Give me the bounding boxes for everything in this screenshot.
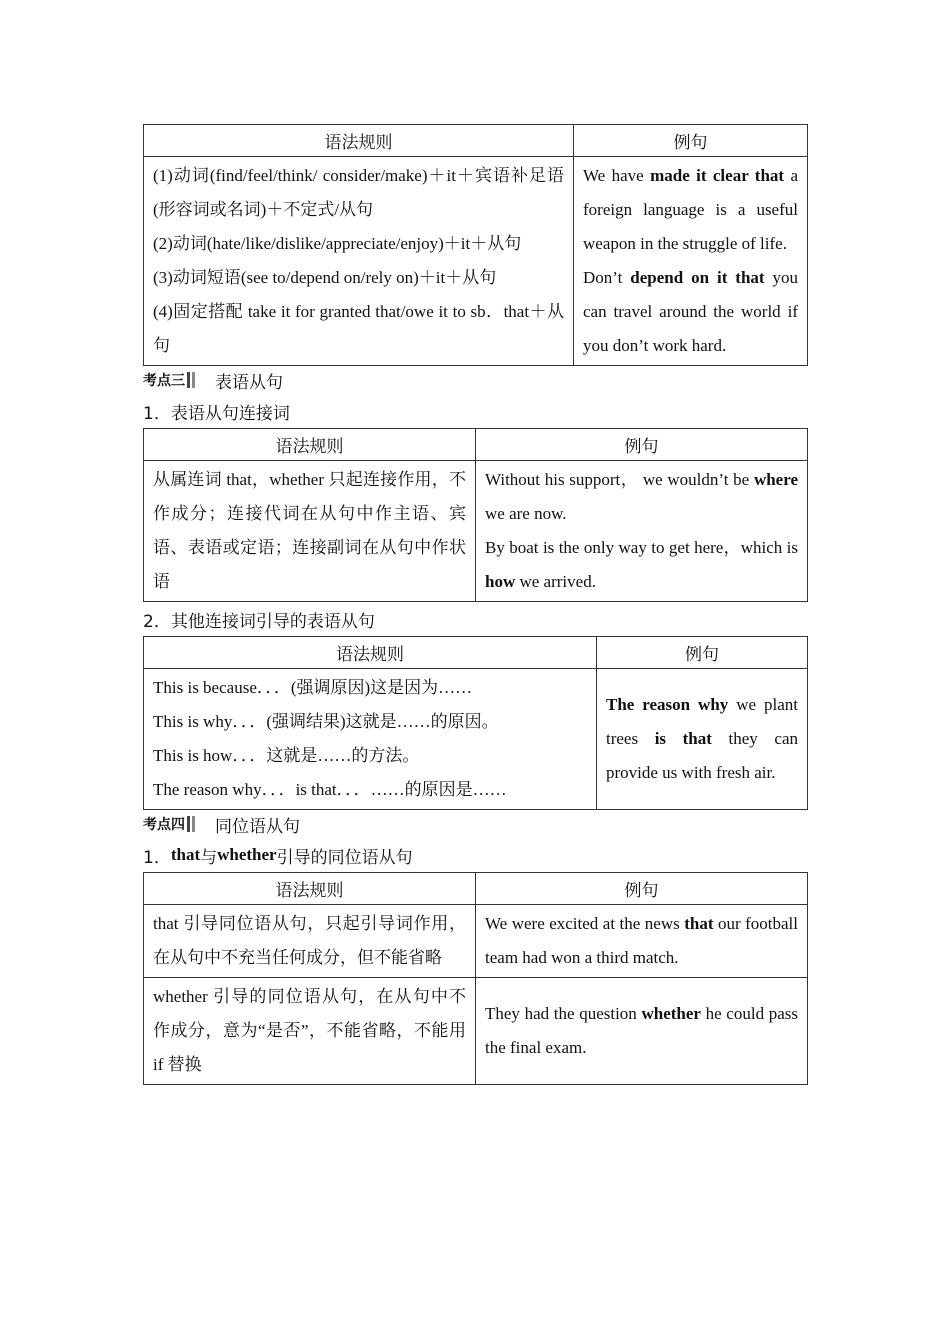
rule-line: (2)动词(hate/like/dislike/appreciate/enjoy)＋it＋从句: [153, 234, 522, 253]
rule-line: The reason why．．．is that．．．……的原因是……: [153, 780, 507, 799]
table-row: [144, 905, 808, 978]
rule-cell: [144, 669, 597, 810]
table-header-row: [144, 125, 808, 157]
tag-bars-icon: [187, 372, 195, 388]
rule-line: This is how．．．这就是……的方法。: [153, 746, 420, 765]
rule-cell: that 引导同位语从句，只起引导词作用，在从句中不充当任何成分，但不能省略: [144, 905, 476, 978]
subsection-title: 1． that 与 whether 引导的同位语从句: [143, 845, 413, 868]
table-predicative-connectors: [143, 428, 808, 602]
table-header-row: [144, 637, 808, 669]
rule-line: This is because．．．(强调原因)这是因为……: [153, 678, 473, 697]
header-rule: 语法规则: [144, 125, 574, 157]
table-header-row: [144, 429, 808, 461]
example-sentence: They had the question whether he could pass the final exam.: [485, 1004, 798, 1057]
rule-line: (1)动词(find/feel/think/ consider/make)＋it＋宾语补足语(形容词或名词)＋不定式/从句: [153, 166, 564, 219]
section-tag: 考点三: [143, 370, 195, 390]
example-sentence: Without his support， we wouldn’t be where we are now.: [485, 470, 798, 523]
example-cell: [597, 669, 808, 810]
header-rule: 语法规则: [144, 873, 476, 905]
header-example: 例句: [476, 873, 808, 905]
rule-line: This is why．．．(强调结果)这就是……的原因。: [153, 712, 499, 731]
rule-cell: [144, 157, 574, 366]
section-heading: [143, 810, 807, 838]
rule-cell: whether 引导的同位语从句，在从句中不作成分，意为“是否”，不能省略，不能用 if 替换: [144, 978, 476, 1085]
example-cell: [476, 978, 808, 1085]
header-rule: 语法规则: [144, 429, 476, 461]
section-heading: [143, 366, 807, 394]
table-header-row: [144, 873, 808, 905]
subsection-title: 1．表语从句连接词: [143, 403, 290, 424]
section-title: 表语从句: [215, 372, 283, 393]
example-cell: [476, 461, 808, 602]
section-title: 同位语从句: [215, 816, 300, 837]
table-row: [144, 978, 808, 1085]
section-tag: 考点四: [143, 814, 195, 834]
tag-bars-icon: [187, 816, 195, 832]
table-other-connectors: [143, 636, 808, 810]
header-rule: 语法规则: [144, 637, 597, 669]
table-row: [144, 157, 808, 366]
table-row: [144, 669, 808, 810]
rule-text: 从属连词 that，whether 只起连接作用，不作成分；连接代词在从句中作主语、宾语、表语或定语；连接副词在从句中作状语: [153, 470, 466, 591]
rule-cell: [144, 461, 476, 602]
example-sentence: We were excited at the news that our football team had won a third match.: [485, 914, 798, 967]
rule-line: (4)固定搭配 take it for granted that/owe it to sb．that＋从句: [153, 302, 564, 355]
table-it-as-object: [143, 124, 808, 366]
example-sentence: Don’t depend on it that you can travel around the world if you don’t work hard.: [583, 268, 798, 355]
table-appositive-clauses: [143, 872, 808, 1085]
document-page: [143, 124, 807, 1085]
table-row: [144, 461, 808, 602]
example-sentence: We have made it clear that a foreign language is a useful weapon in the struggle of life.: [583, 166, 798, 253]
example-sentence: By boat is the only way to get here，which is how we arrived.: [485, 538, 798, 591]
example-cell: [476, 905, 808, 978]
header-example: 例句: [574, 125, 808, 157]
header-example: 例句: [476, 429, 808, 461]
rule-line: (3)动词短语(see to/depend on/rely on)＋it＋从句: [153, 268, 497, 287]
example-cell: [574, 157, 808, 366]
subsection-title: 2．其他连接词引导的表语从句: [143, 611, 375, 632]
header-example: 例句: [597, 637, 808, 669]
example-sentence: The reason why we plant trees is that they can provide us with fresh air.: [606, 695, 799, 782]
